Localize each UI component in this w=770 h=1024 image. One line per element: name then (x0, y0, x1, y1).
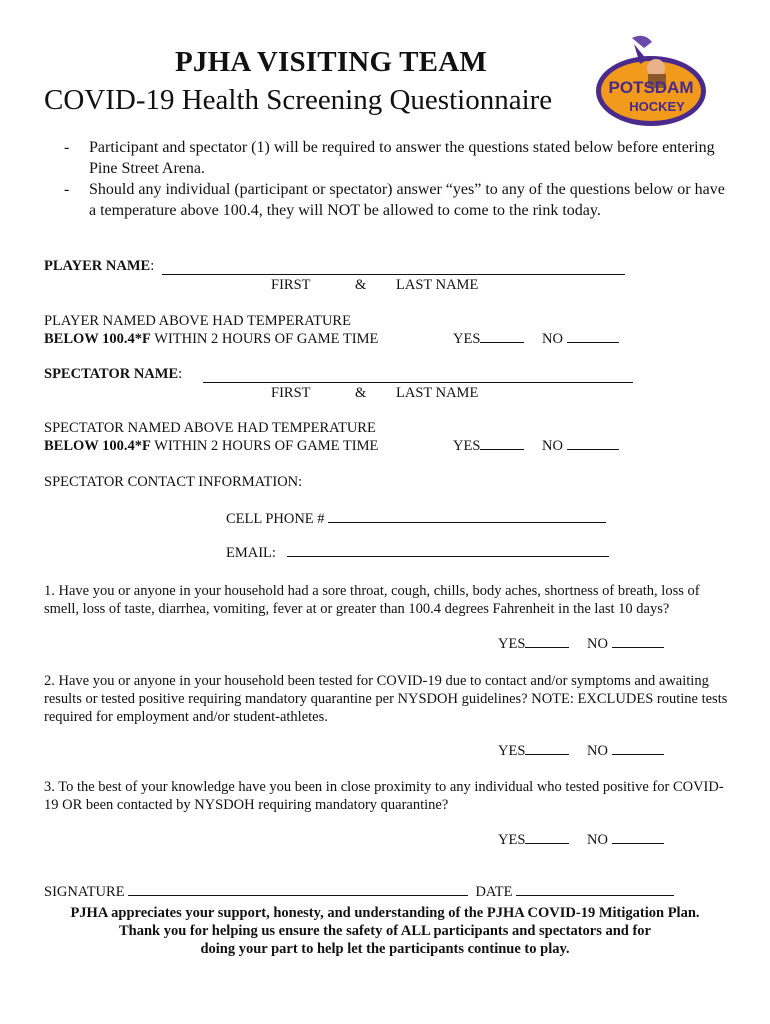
instruction-item (62, 179, 732, 221)
spectator-temp-no: NO (542, 438, 619, 455)
email-label: EMAIL: (226, 545, 276, 561)
instruction-item (62, 137, 732, 179)
cell-phone-label: CELL PHONE # (226, 511, 325, 527)
question-1-no: NO (587, 636, 664, 653)
spectator-no-field[interactable] (567, 448, 619, 450)
signature-field[interactable] (128, 894, 468, 896)
question-3: 3. To the best of your knowledge have you been in close proximity to any individual who tested positive for COVID-19 OR been contacted by NYSDOH requiring mandatory quarantine? (44, 779, 724, 813)
date-label: DATE (475, 884, 513, 900)
potsdam-hockey-logo (592, 30, 710, 130)
footer-line-3: doing your part to help let the participants continue to play. (200, 941, 570, 957)
q1-yes-field[interactable] (525, 646, 569, 648)
cell-phone-row (226, 511, 606, 528)
form-subtitle: COVID-19 Health Screening Questionnaire (44, 84, 553, 116)
q1-no-field[interactable] (612, 646, 664, 648)
signature-label: SIGNATURE (44, 884, 125, 900)
player-temp-yes: YES (453, 331, 524, 348)
spectator-contact-heading: SPECTATOR CONTACT INFORMATION: (44, 474, 303, 490)
player-temp-question: PLAYER NAMED ABOVE HAD TEMPERATURE (44, 313, 351, 329)
instruction-text: Should any individual (participant or spectator) answer “yes” to any of the questions below or have a temperature above 100.4, they will NOT be allowed to come to the rink today. (89, 181, 725, 219)
question-2: 2. Have you or anyone in your household been tested for COVID-19 due to contact and/or symptoms and awaiting results or tested positive requiring mandatory quarantine per NYSDOH guidelines? NOTE: EXCLUDES routine tests required for employment and/or student-athletes. (44, 673, 728, 725)
footer-line-2: Thank you for helping us ensure the safety of ALL participants and spectators and for (118, 923, 651, 939)
question-3-no: NO (587, 832, 664, 849)
signature-row (44, 884, 674, 901)
player-name-label: PLAYER NAME (44, 258, 151, 274)
question-2-yes: YES (498, 743, 569, 760)
form-title: PJHA VISITING TEAM (175, 46, 487, 78)
player-name-row: PLAYER NAME: (44, 258, 155, 274)
question-1: 1. Have you or anyone in your household had a sore throat, cough, chills, body aches, shortness of breath, loss of smell, loss of taste, diarrhea, vomiting, fever at or greater than 100.4 degrees Fahrenheit in the last 10 days? (44, 583, 700, 617)
email-field[interactable] (287, 555, 609, 557)
question-2-no: NO (587, 743, 664, 760)
last-name-caption: LAST NAME (396, 385, 479, 401)
q3-yes-field[interactable] (525, 842, 569, 844)
player-no-field[interactable] (567, 341, 619, 343)
question-3-yes: YES (498, 832, 569, 849)
player-temp-no: NO (542, 331, 619, 348)
player-name-field[interactable] (162, 273, 625, 275)
question-1-yes: YES (498, 636, 569, 653)
spectator-temp-question: SPECTATOR NAMED ABOVE HAD TEMPERATURE (44, 420, 376, 436)
amp-caption: & (355, 277, 367, 293)
amp-caption: & (355, 385, 367, 401)
player-yes-field[interactable] (480, 341, 524, 343)
first-caption: FIRST (271, 277, 311, 293)
date-field[interactable] (516, 894, 674, 896)
player-temp-question-line2: BELOW 100.4*F WITHIN 2 HOURS OF GAME TIME (44, 331, 379, 347)
footer-line-1: PJHA appreciates your support, honesty, and understanding of the PJHA COVID-19 Mitigation Plan. (70, 905, 700, 921)
q2-yes-field[interactable] (525, 753, 569, 755)
q2-no-field[interactable] (612, 753, 664, 755)
first-caption: FIRST (271, 385, 311, 401)
logo-text-bottom: HOCKEY (629, 99, 685, 114)
email-row (226, 545, 609, 562)
spectator-temp-question-line2: BELOW 100.4*F WITHIN 2 HOURS OF GAME TIME (44, 438, 379, 454)
instruction-list (62, 137, 732, 221)
logo-text-top: POTSDAM (608, 78, 694, 97)
spectator-name-field[interactable] (203, 381, 633, 383)
q3-no-field[interactable] (612, 842, 664, 844)
instruction-text: Participant and spectator (1) will be required to answer the questions stated below before entering Pine Street Arena. (89, 139, 715, 177)
bullet-dash: - (64, 139, 70, 156)
spectator-temp-yes: YES (453, 438, 524, 455)
spectator-name-row: SPECTATOR NAME: (44, 366, 183, 382)
cell-phone-field[interactable] (328, 521, 606, 523)
last-name-caption: LAST NAME (396, 277, 479, 293)
spectator-name-label: SPECTATOR NAME (44, 366, 179, 382)
spectator-yes-field[interactable] (480, 448, 524, 450)
bullet-dash: - (64, 181, 70, 198)
